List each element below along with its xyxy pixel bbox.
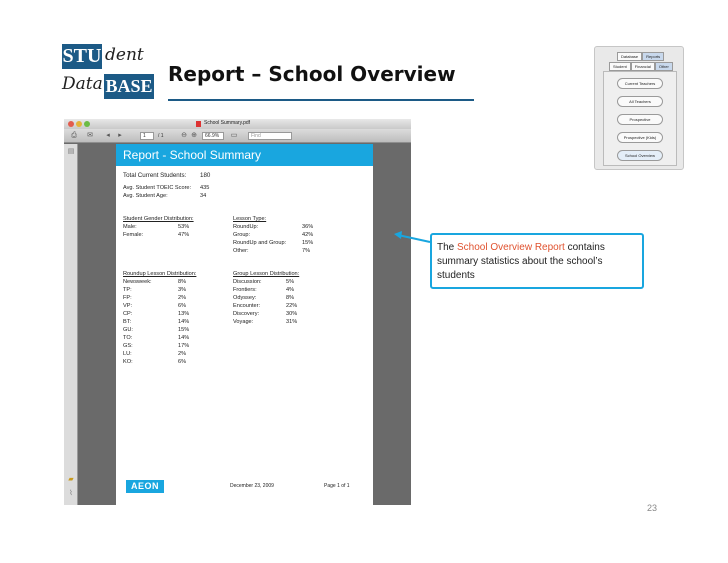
roundup-label: Newsweek: <box>123 279 152 285</box>
lesson-type-value: 7% <box>302 248 311 254</box>
group-label: Encounter: <box>233 303 261 309</box>
pdf-file-icon <box>196 121 201 127</box>
menu-sub-tabs <box>609 62 673 71</box>
pdf-titlebar <box>64 119 411 129</box>
roundup-value: 14% <box>178 319 190 325</box>
student-database-logo <box>62 44 154 102</box>
app-menu-panel <box>594 46 684 170</box>
logo-data: Data <box>62 74 103 94</box>
roundup-value: 3% <box>178 287 187 293</box>
tab-student[interactable]: Student <box>609 62 631 71</box>
page-number-input[interactable]: 1 <box>140 132 154 140</box>
roundup-label: FP: <box>123 295 132 301</box>
callout-highlight: School Overview Report <box>457 242 565 253</box>
group-label: Voyage: <box>233 319 254 325</box>
group-value: 5% <box>286 279 295 285</box>
roundup-value: 14% <box>178 335 190 341</box>
share-icon[interactable]: ✉ <box>87 132 93 139</box>
logo-base: BASE <box>104 74 154 99</box>
group-value: 30% <box>286 311 298 317</box>
title-divider <box>168 99 474 101</box>
lesson-type-value: 42% <box>302 232 314 238</box>
school-overview-button[interactable]: School Overview <box>617 150 663 161</box>
callout-box <box>430 233 644 289</box>
roundup-value: 8% <box>178 279 187 285</box>
pdf-viewer-window <box>64 119 411 505</box>
roundup-value: 6% <box>178 303 187 309</box>
all-teachers-button[interactable]: All Teachers <box>617 96 663 107</box>
zoom-window-button[interactable] <box>84 121 90 127</box>
lesson-type-value: 36% <box>302 224 314 230</box>
prospective-kids-button[interactable]: Prospective (Kids) <box>617 132 663 143</box>
roundup-label: KO: <box>123 359 133 365</box>
gender-label: Male: <box>123 224 137 230</box>
thumbnails-icon[interactable]: ▤ <box>67 148 75 155</box>
group-value: 31% <box>286 319 298 325</box>
roundup-value: 2% <box>178 351 187 357</box>
roundup-label: BT: <box>123 319 132 325</box>
roundup-label: GU: <box>123 327 133 333</box>
total-students-label: Total Current Students: <box>123 172 187 179</box>
menu-button-area <box>603 71 677 166</box>
lesson-type-label: RoundUp and Group: <box>233 240 287 246</box>
print-icon[interactable]: ⎙ <box>71 132 77 139</box>
aeon-logo: AEON <box>126 480 164 493</box>
minimize-window-button[interactable] <box>76 121 82 127</box>
roundup-value: 13% <box>178 311 190 317</box>
roundup-label: LU: <box>123 351 132 357</box>
close-window-button[interactable] <box>68 121 74 127</box>
lesson-type-label: Group: <box>233 232 251 238</box>
lesson-type-heading: Lesson Type: <box>233 216 267 222</box>
roundup-heading: Roundup Lesson Distribution: <box>123 271 197 277</box>
tab-other[interactable]: Other <box>655 62 673 71</box>
group-label: Odyssey: <box>233 295 257 301</box>
gender-value: 53% <box>178 224 190 230</box>
report-date: December 23, 2009 <box>230 483 274 489</box>
tab-database[interactable]: Database <box>617 52 642 61</box>
roundup-value: 6% <box>178 359 187 365</box>
group-value: 8% <box>286 295 295 301</box>
callout-arrow <box>392 228 432 248</box>
gender-value: 47% <box>178 232 190 238</box>
lesson-type-label: Other: <box>233 248 249 254</box>
roundup-label: TP: <box>123 287 132 293</box>
callout-text-pre: The <box>437 242 458 253</box>
toeic-value: 435 <box>200 185 210 191</box>
group-value: 4% <box>286 287 295 293</box>
group-label: Frontiers: <box>233 287 257 293</box>
slide-title: Report – School Overview <box>168 62 456 86</box>
toeic-label: Avg. Student TOEIC Score: <box>123 185 192 191</box>
zoom-in-icon[interactable]: ⊕ <box>191 132 197 139</box>
attachments-icon[interactable]: ⌇ <box>69 490 73 497</box>
gender-heading: Student Gender Distribution: <box>123 216 194 222</box>
pdf-page <box>116 144 373 505</box>
current-teachers-button[interactable]: Current Teachers <box>617 78 663 89</box>
group-label: Discussion: <box>233 279 262 285</box>
report-page-count: Page 1 of 1 <box>324 483 350 489</box>
age-value: 34 <box>200 193 207 199</box>
page-total: / 1 <box>158 133 164 139</box>
age-label: Avg. Student Age: <box>123 193 168 199</box>
roundup-label: GS: <box>123 343 133 349</box>
zoom-out-icon[interactable]: ⊖ <box>181 132 187 139</box>
group-value: 22% <box>286 303 298 309</box>
zoom-level-field[interactable]: 66.9% <box>202 132 224 140</box>
fit-page-icon[interactable]: ▭ <box>230 132 238 139</box>
slide-number: 23 <box>647 503 658 513</box>
roundup-label: TO: <box>123 335 133 341</box>
callout-text-post: contains summary statistics about the school’s students <box>437 242 605 281</box>
comments-icon[interactable]: ▰ <box>68 476 74 483</box>
lesson-type-value: 15% <box>302 240 314 246</box>
report-header: Report - School Summary <box>116 144 373 166</box>
group-heading: Group Lesson Distribution: <box>233 271 300 277</box>
total-students-value: 180 <box>200 172 211 179</box>
prospective-button[interactable]: Prospective <box>617 114 663 125</box>
gender-label: Female: <box>123 232 144 238</box>
pdf-toolbar <box>64 129 411 143</box>
tab-financial[interactable]: Financial <box>631 62 655 71</box>
logo-stu: STU <box>62 45 102 67</box>
pdf-filename: School Summary.pdf <box>204 120 251 126</box>
menu-top-tabs <box>617 52 664 61</box>
roundup-label: VP: <box>123 303 133 309</box>
previous-page-icon[interactable]: ◂ <box>106 132 110 139</box>
roundup-value: 17% <box>178 343 190 349</box>
pdf-sidebar <box>64 144 78 505</box>
roundup-value: 15% <box>178 327 190 333</box>
roundup-label: CP: <box>123 311 133 317</box>
roundup-value: 2% <box>178 295 187 301</box>
next-page-icon[interactable]: ▸ <box>118 132 122 139</box>
find-input[interactable]: Find <box>248 132 292 140</box>
tab-reports[interactable]: Reports <box>642 52 664 61</box>
logo-dent: dent <box>105 45 144 65</box>
group-label: Discovery: <box>233 311 260 317</box>
lesson-type-label: RoundUp: <box>233 224 259 230</box>
